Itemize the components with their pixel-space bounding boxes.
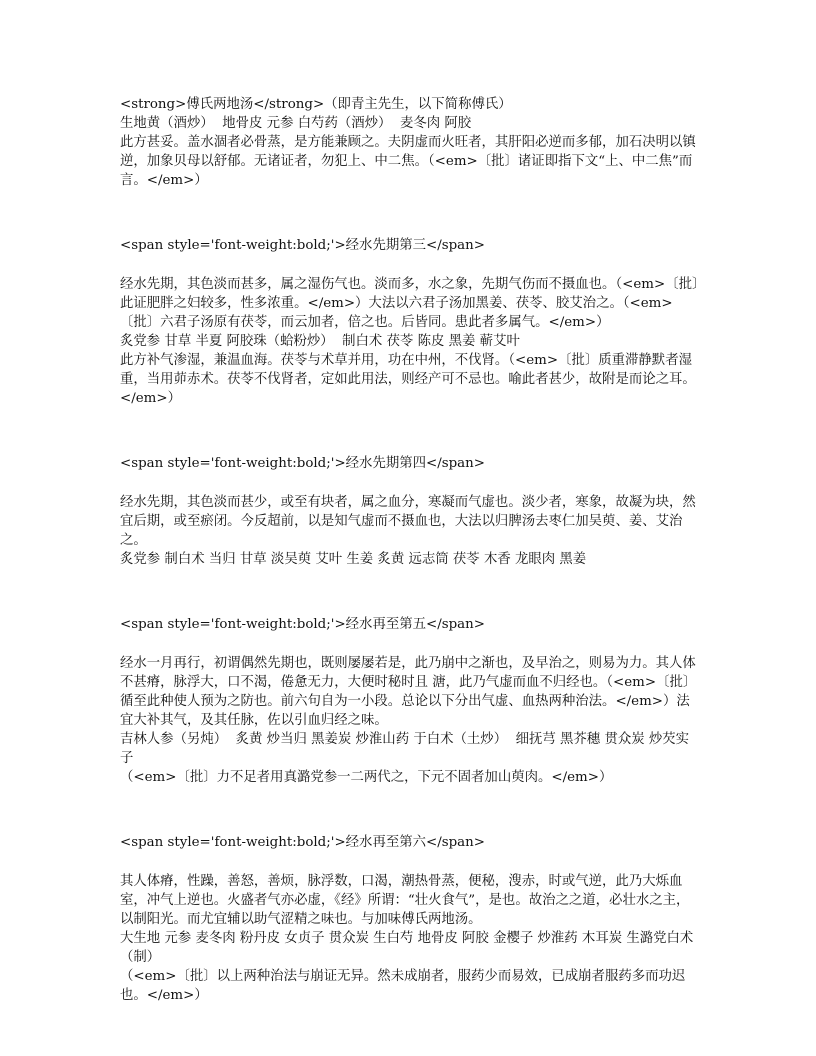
formula-commentary: 此方甚妥。盖水涸者必骨蒸，是方能兼顾之。夫阴虚而火旺者，其肝阳必逆而多郁，加石决明以镇逆，加象贝母以舒郁。无诸证者，勿犯上、中二焦。（<em>〔批〕诸证即指下文“上、中二焦”而言。</em>）	[120, 135, 696, 188]
section-heading: <span style='font-weight:bold;'>经水先期第三</span>	[120, 238, 486, 253]
formula-herbs-line: 生地黄（酒炒） 地骨皮 元参 白芍药（酒炒） 麦冬肉 阿胶	[120, 116, 472, 131]
section-heading: <span style='font-weight:bold;'>经水先期第四</span>	[120, 456, 486, 471]
herb-list: 炙党参 制白术 当归 甘草 淡吴萸 艾叶 生姜 炙黄 远志筒 茯苓 木香 龙眼肉 黑姜	[120, 552, 587, 567]
section-paragraph: 经水一月再行，初谓偶然先期也，既则屡屡若是，此乃崩中之渐也，及早治之，则易为力。其人体不甚瘠，脉浮大，口不渴，倦惫无力，大便时秘时且 溏，此乃气虚而血不归经也。（<em>〔批〕循至此种使人预为之防也。前六句自为一小段。总论以下分出气虚、血热两种治法。</em>）法宜大补其气，及其任脉，佐以引血归经之味。	[120, 656, 697, 728]
section-6	[120, 833, 700, 1005]
section-heading: <span style='font-weight:bold;'>经水再至第六</span>	[120, 835, 486, 850]
herb-list: 炙党参 甘草 半夏 阿胶珠（蛤粉炒） 制白术 茯苓 陈皮 黑姜 蕲艾叶	[120, 334, 520, 349]
section-5	[120, 615, 700, 787]
section-paragraph: 此方补气渗湿，兼温血海。茯苓与术草并用，功在中州，不伐肾。（<em>〔批〕质重滞静默者湿重，当用茆赤术。茯苓不伐肾者，定如此用法，则经产可不忌也。喻此者甚少，故附是而论之耳。</em>）	[120, 353, 696, 406]
formula-title-line: <strong>傅氏两地汤</strong>（即青主先生，以下简称傅氏）	[120, 97, 512, 112]
section-note: （<em>〔批〕力不足者用真潞党参一二两代之，下元不固者加山萸肉。</em>）	[120, 770, 613, 785]
section-note: （<em>〔批〕以上两种治法与崩证无异。然未成崩者，服药少而易效，已成崩者服药多而功迟也。</em>）	[120, 969, 686, 1003]
section-heading: <span style='font-weight:bold;'>经水再至第五</span>	[120, 617, 486, 632]
section-4	[120, 454, 700, 569]
section-paragraph: 经水先期，其色淡而甚少，或至有块者，属之血分，寒凝而气虚也。淡少者，寒象，故凝为块，然宜后期，或至瘀闭。今反超前，以是知气虚而不摄血也，大法以归脾汤去枣仁加吴萸、姜、艾治之。	[120, 495, 696, 548]
intro-block	[120, 95, 700, 190]
section-paragraph: 其人体瘠，性躁，善怒，善烦，脉浮数，口渴，潮热骨蒸，便秘，溲赤，时或气逆，此乃大烁血室，冲气上逆也。火盛者气亦必虚，《经》所谓：“壮火食气”，是也。故治之之道，必壮水之主，以制阳光。而尤宜辅以助气涩精之味也。与加味傅氏两地汤。	[120, 874, 690, 927]
herb-list: 吉林人参（另炖） 炙黄 炒当归 黑姜炭 炒淮山药 于白术（土炒） 细抚芎 黑芥穗 贯众炭 炒芡实子	[120, 732, 690, 766]
section-paragraph: 经水先期，其色淡而甚多，属之湿伤气也。淡而多，水之象，先期气伤而不摄血也。（<em>〔批〕此证肥胖之妇较多，性多浓重。</em>）大法以六君子汤加黑姜、茯苓、胶艾治之。（<em>〔批〕六君子汤原有茯苓，而云加者，倍之也。后皆同。患此者多属气。</em>）	[120, 277, 699, 330]
section-3	[120, 236, 700, 408]
document-page	[120, 95, 700, 1005]
herb-list: 大生地 元参 麦冬肉 粉丹皮 女贞子 贯众炭 生白芍 地骨皮 阿胶 金樱子 炒淮药 木耳炭 生潞党白术（制）	[120, 931, 694, 965]
